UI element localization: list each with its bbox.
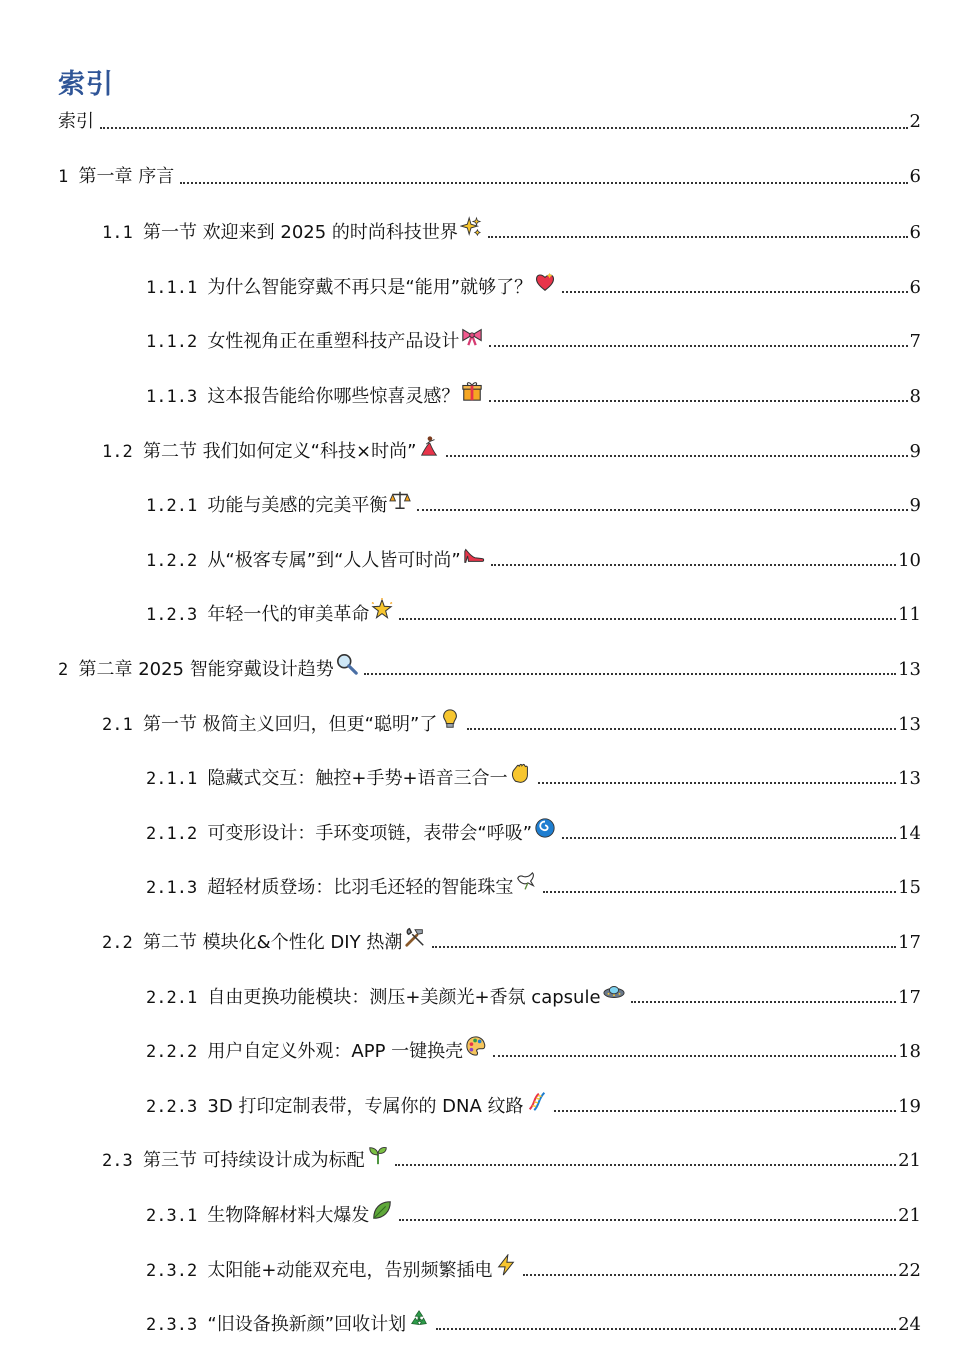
dot-leader: [467, 728, 896, 730]
toc-entry-page-number: 10: [898, 550, 921, 571]
page-title: 索引: [58, 69, 114, 100]
dot-leader: [489, 345, 907, 347]
dot-leader: [523, 1274, 897, 1276]
toc-entry-number: 2.3.2: [146, 1261, 208, 1281]
dot-leader: [395, 1164, 896, 1166]
dot-leader: [364, 673, 896, 675]
toc-entry-number: 1.1.1: [146, 278, 208, 298]
high-heel-icon: [463, 544, 485, 566]
toc-entry-number: 2.1.2: [146, 824, 208, 844]
dove-icon: [515, 871, 537, 893]
toc-entry-number: 2.2.1: [146, 988, 208, 1008]
toc-entry-page-number: 21: [898, 1205, 921, 1226]
toc-entry-label: 用户自定义外观：APP 一键换壳: [207, 1041, 464, 1062]
toc-entry-number: 2.2.3: [146, 1097, 208, 1117]
dot-leader: [446, 455, 907, 457]
dot-leader: [493, 1055, 896, 1057]
sparkles-icon: [460, 216, 482, 238]
toc-entry-number: 2.1: [102, 715, 143, 735]
toc-entry-number: 2.1.1: [146, 769, 208, 789]
dna-icon: [526, 1090, 548, 1112]
toc-entry-page-number: 21: [898, 1150, 921, 1171]
toc-entry-label: 为什么智能穿戴不再只是“能用”就够了？: [207, 277, 533, 298]
toc-entry[interactable]: [0, 271, 921, 301]
toc-entry[interactable]: [0, 1090, 921, 1120]
lightning-icon: [495, 1254, 517, 1276]
toc-entry-label: 从“极客专属”到“人人皆可时尚”: [207, 550, 461, 571]
toc-entry-number: 1.1.2: [146, 332, 208, 352]
toc-entry-number: 1.2.2: [146, 551, 208, 571]
toc-entry-page-number: 6: [909, 277, 921, 298]
toc-entry-number: 2.3.1: [146, 1206, 208, 1226]
dancer-icon: [418, 435, 440, 457]
toc-entry[interactable]: [0, 1199, 921, 1229]
toc-entry-page-number: 13: [898, 659, 921, 680]
toc-entry-page-number: 15: [898, 877, 921, 898]
toc-entry-label: 可变形设计：手环变项链，表带会“呼吸”: [207, 823, 533, 844]
toc-entry-page-number: 9: [909, 441, 921, 462]
dot-leader: [554, 1110, 897, 1112]
toc-entry-label: 第三节 可持续设计成为标配: [142, 1150, 365, 1171]
dot-leader: [538, 782, 897, 784]
glowing-star-icon: [371, 598, 393, 620]
toc-entry-label: 第一节 极简主义回归，但更“聪明”了: [142, 714, 438, 735]
toc-entry-page-number: 17: [898, 932, 921, 953]
toc-entry-page-number: 6: [909, 222, 921, 243]
toc-entry[interactable]: [0, 1144, 921, 1174]
cyclone-icon: [534, 817, 556, 839]
toc-entry-number: 1.2.3: [146, 605, 208, 625]
toc-entry-label: 女性视角正在重塑科技产品设计: [207, 331, 460, 352]
toc-entry-label: 自由更换功能模块：测压+美颜光+香氛 capsule: [207, 987, 601, 1008]
toc-entry-page-number: 13: [898, 768, 921, 789]
toc-entry-label: 这本报告能给你哪些惊喜灵感？: [207, 386, 460, 407]
toc-entry[interactable]: [0, 107, 921, 137]
toc-entry[interactable]: [0, 762, 921, 792]
toc-entry-page-number: 11: [898, 604, 921, 625]
tools-icon: [404, 926, 426, 948]
dot-leader: [100, 127, 908, 129]
toc-entry-page-number: 24: [898, 1314, 921, 1335]
toc-entry[interactable]: [0, 708, 921, 738]
toc-entry[interactable]: [0, 380, 921, 410]
toc-entry-number: 2.2.2: [146, 1042, 208, 1062]
toc-entry[interactable]: [0, 598, 921, 628]
toc-entry-label: 超轻材质登场：比羽毛还轻的智能珠宝: [207, 877, 514, 898]
dot-leader: [562, 837, 896, 839]
toc-entry-page-number: 18: [898, 1041, 921, 1062]
toc-entry-number: 1: [58, 167, 79, 187]
toc-entry[interactable]: [0, 871, 921, 901]
light-bulb-icon: [439, 708, 461, 730]
dot-leader: [491, 564, 896, 566]
ribbon-bow-icon: [461, 325, 483, 347]
sparkling-heart-icon: [534, 271, 556, 293]
dot-leader: [399, 1219, 896, 1221]
toc-entry-label: 年轻一代的审美革命: [207, 604, 370, 625]
waving-hand-icon: [510, 762, 532, 784]
toc-entry-page-number: 8: [909, 386, 921, 407]
dot-leader: [417, 509, 907, 511]
toc-entry[interactable]: [0, 653, 921, 683]
toc-entry-page-number: 22: [898, 1260, 921, 1281]
toc-entry[interactable]: [0, 1308, 921, 1338]
balance-scale-icon: [389, 489, 411, 511]
toc-entry[interactable]: [0, 1035, 921, 1065]
toc-entry-number: 2.1.3: [146, 878, 208, 898]
toc-entry-label: 第一节 欢迎来到 2025 的时尚科技世界: [142, 222, 458, 243]
dot-leader: [543, 891, 896, 893]
toc-entry-page-number: 19: [898, 1096, 921, 1117]
dot-leader: [562, 291, 907, 293]
leaf-icon: [371, 1199, 393, 1221]
toc-entry[interactable]: [0, 489, 921, 519]
toc-entry-page-number: 6: [909, 166, 921, 187]
dot-leader: [436, 1328, 896, 1330]
dot-leader: [399, 618, 896, 620]
toc-entry[interactable]: [0, 817, 921, 847]
toc-entry-number: 2.3.3: [146, 1315, 208, 1335]
toc-entry-label: 第二节 我们如何定义“科技×时尚”: [142, 441, 417, 462]
toc-entry[interactable]: [0, 162, 921, 192]
gift-icon: [461, 380, 483, 402]
toc-entry-number: 1.2: [102, 442, 143, 462]
toc-entry-label: 第二章 2025 智能穿戴设计趋势: [78, 659, 334, 680]
toc-entry-page-number: 2: [909, 111, 921, 132]
toc-entry-page-number: 17: [898, 987, 921, 1008]
toc-entry-page-number: 9: [909, 495, 921, 516]
toc-entry-label: 生物降解材料大爆发: [207, 1205, 370, 1226]
seedling-icon: [367, 1144, 389, 1166]
toc-entry-label: 隐藏式交互：触控+手势+语音三合一: [207, 768, 508, 789]
toc-entry-label: 3D 打印定制表带，专属你的 DNA 纹路: [207, 1096, 524, 1117]
dot-leader: [488, 236, 908, 238]
toc-entry-number: 2.3: [102, 1151, 143, 1171]
dot-leader: [489, 400, 907, 402]
palette-icon: [465, 1035, 487, 1057]
toc-entry[interactable]: [0, 926, 921, 956]
toc-entry-number: 1.2.1: [146, 496, 208, 516]
toc-entry[interactable]: [0, 544, 921, 574]
toc-entry-page-number: 7: [909, 331, 921, 352]
dot-leader: [180, 182, 907, 184]
toc-entry-label: 功能与美感的完美平衡: [207, 495, 388, 516]
toc-entry[interactable]: [0, 325, 921, 355]
dot-leader: [432, 946, 896, 948]
toc-entry-page-number: 13: [898, 714, 921, 735]
dot-leader: [631, 1001, 897, 1003]
flying-saucer-icon: [603, 981, 625, 1003]
toc-entry-label: 太阳能+动能双充电，告别频繁插电: [207, 1260, 493, 1281]
toc-entry-label: 第二节 模块化&个性化 DIY 热潮: [142, 932, 403, 953]
toc-entry-page-number: 14: [898, 823, 921, 844]
toc-entry-label: “旧设备换新颜”回收计划: [207, 1314, 407, 1335]
toc-entry-number: 1.1.3: [146, 387, 208, 407]
toc-entry-label: 索引: [58, 111, 94, 132]
recycle-icon: [408, 1308, 430, 1330]
toc-entry-label: 第一章 序言: [78, 166, 175, 187]
magnifier-icon: [336, 653, 358, 675]
toc-entry[interactable]: [0, 1254, 921, 1284]
toc-entry[interactable]: [0, 435, 921, 465]
toc-entry[interactable]: [0, 216, 921, 246]
toc-entry[interactable]: [0, 981, 921, 1011]
toc-entry-number: 2.2: [102, 933, 143, 953]
toc-entry-number: 1.1: [102, 223, 143, 243]
toc-entry-number: 2: [58, 660, 79, 680]
